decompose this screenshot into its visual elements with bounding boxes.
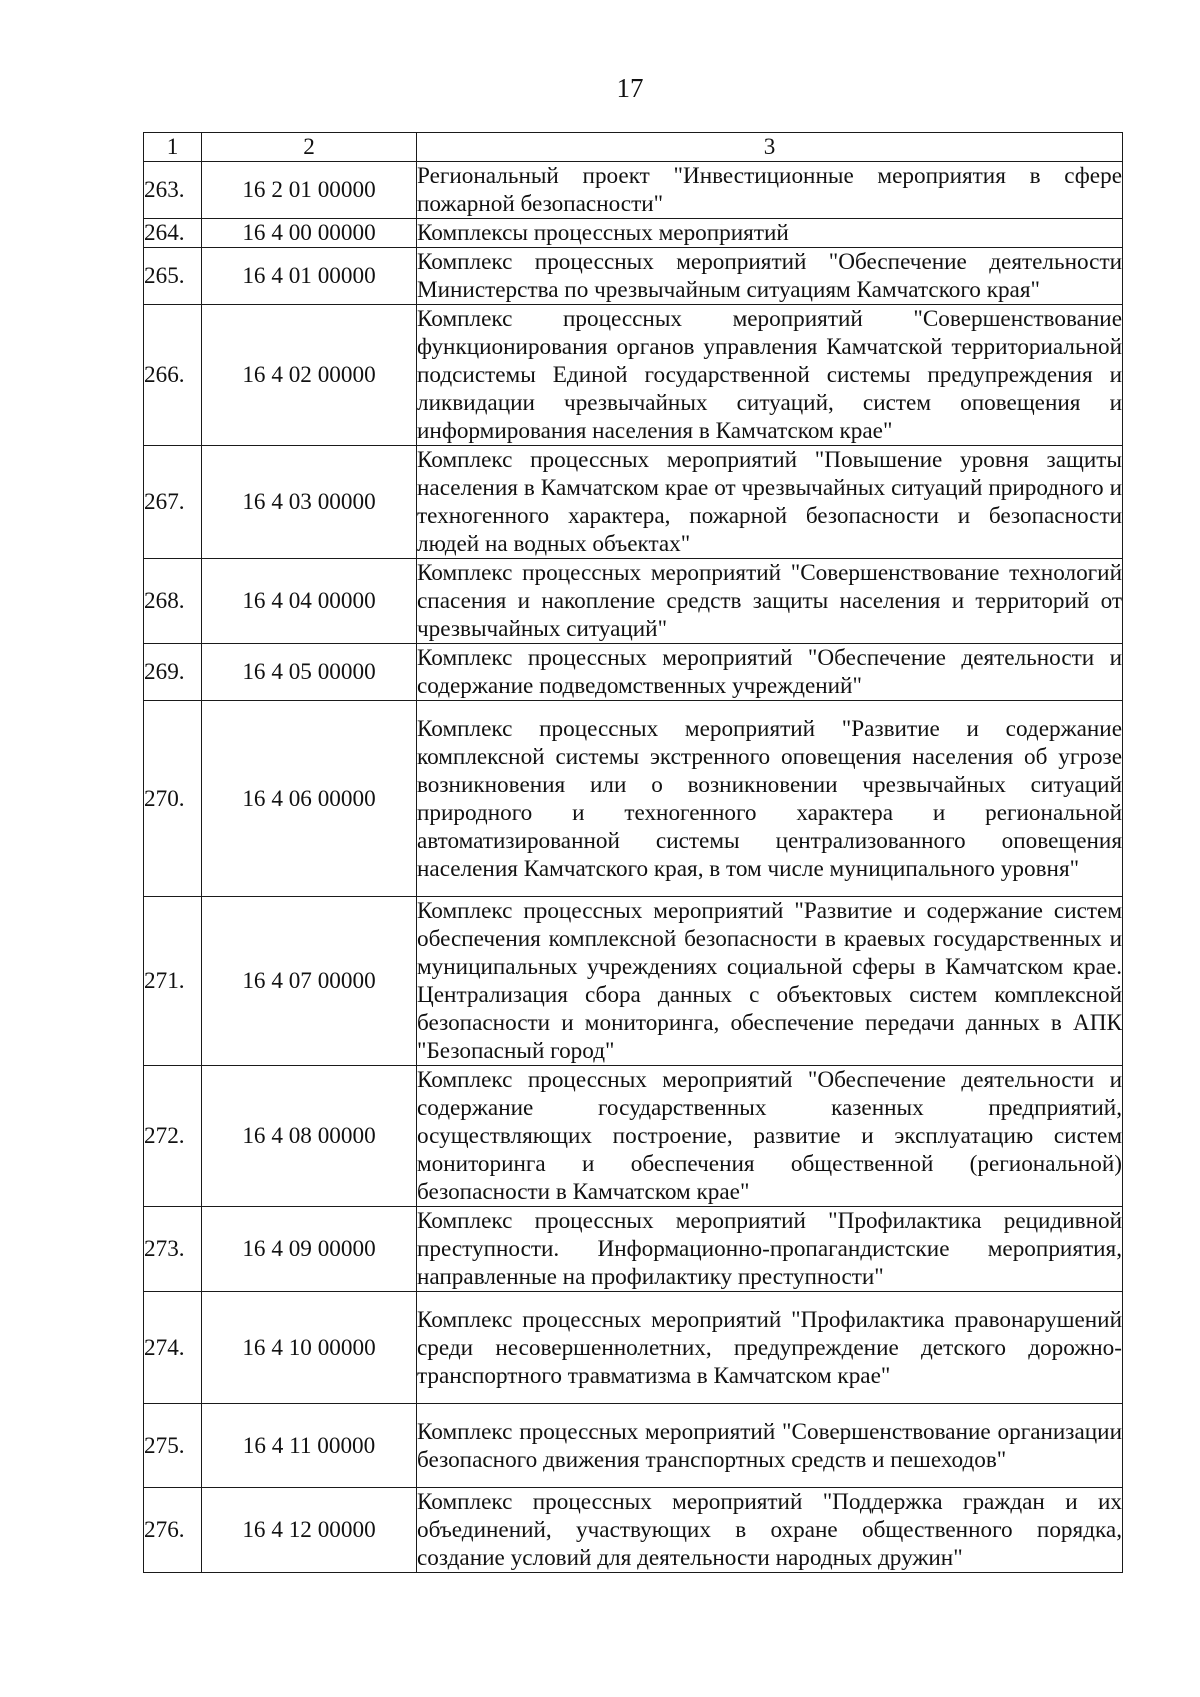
table-row [144,559,1123,644]
table-header-row [144,133,1123,162]
row-code: 16 4 07 00000 [202,897,417,1066]
row-number: 275. [144,1404,202,1488]
row-name: Комплекс процессных мероприятий "Обеспечение деятельности и содержание подведомственных учреждений" [417,645,1122,699]
row-number: 266. [144,305,202,446]
row-name: Комплекс процессных мероприятий "Обеспечение деятельности и содержание государственных казенных предприятий, осуществляющих построение, развитие и эксплуатацию систем мониторинга и обеспечения общественной (региональной) безопасности в Камчатском крае" [417,1067,1122,1205]
row-name: Комплекс процессных мероприятий "Профилактика рецидивной преступности. Информационно-пропагандистские мероприятия, направленные на профилактику преступности" [417,1208,1122,1290]
page-number: 17 [616,73,644,103]
row-number: 268. [144,559,202,644]
row-code: 16 4 06 00000 [202,701,417,897]
table-row [144,701,1123,897]
row-number: 272. [144,1066,202,1207]
row-number: 267. [144,446,202,559]
row-name: Региональный проект "Инвестиционные мероприятия в сфере пожарной безопасности" [417,163,1122,217]
table-row [144,162,1123,219]
row-code: 16 2 01 00000 [202,162,417,219]
row-name: Комплекс процессных мероприятий "Повышение уровня защиты населения в Камчатском крае от чрезвычайных ситуаций природного и техногенного характера, пожарной безопасности и безопасности людей на водных объектах" [417,447,1122,557]
table-row [144,1488,1123,1573]
row-code: 16 4 02 00000 [202,305,417,446]
row-name: Комплекс процессных мероприятий "Поддержка граждан и их объединений, участвующих в охране общественного порядка, создание условий для деятельности народных дружин" [417,1489,1122,1571]
row-code: 16 4 05 00000 [202,644,417,701]
row-number: 264. [144,219,202,248]
row-code: 16 4 01 00000 [202,248,417,305]
row-code: 16 4 11 00000 [202,1404,417,1488]
column-header-2: 2 [202,133,417,162]
row-code: 16 4 00 00000 [202,219,417,248]
table-row [144,248,1123,305]
row-name: Комплексы процессных мероприятий [417,219,1123,248]
column-header-1: 1 [144,133,202,162]
row-number: 270. [144,701,202,897]
row-number: 276. [144,1488,202,1573]
row-code: 16 4 03 00000 [202,446,417,559]
row-name: Комплекс процессных мероприятий "Профилактика правонарушений среди несовершеннолетних, предупреждение детского дорожно-транспортного травматизма в Камчатском крае" [417,1292,1123,1404]
row-number: 274. [144,1292,202,1404]
table-row [144,305,1123,446]
row-number: 271. [144,897,202,1066]
table-row [144,219,1123,248]
row-number: 273. [144,1207,202,1292]
column-header-3: 3 [417,133,1123,162]
row-name: Комплекс процессных мероприятий "Обеспечение деятельности Министерства по чрезвычайным ситуациям Камчатского края" [417,249,1122,303]
row-code: 16 4 12 00000 [202,1488,417,1573]
row-name: Комплекс процессных мероприятий "Совершенствование функционирования органов управления Камчатской территориальной подсистемы Единой государственной системы предупреждения и ликвидации чрезвычайных ситуаций, систем оповещения и информирования населения в Камчатском крае" [417,306,1122,444]
table-row [144,1207,1123,1292]
row-code: 16 4 09 00000 [202,1207,417,1292]
table-row [144,1292,1123,1404]
row-name: Комплекс процессных мероприятий "Развитие и содержание систем обеспечения комплексной безопасности в краевых государственных и муниципальных учреждениях социальной сферы в Камчатском крае. Централизация сбора данных с объектовых систем комплексной безопасности и мониторинга, обеспечение передачи данных в АПК "Безопасный город" [417,898,1122,1064]
table-row [144,644,1123,701]
classification-table [143,132,1123,1573]
table-row [144,897,1123,1066]
row-number: 265. [144,248,202,305]
row-code: 16 4 08 00000 [202,1066,417,1207]
row-name: Комплекс процессных мероприятий "Совершенствование технологий спасения и накопление средств защиты населения и территорий от чрезвычайных ситуаций" [417,560,1122,642]
table-row [144,1404,1123,1488]
row-name: Комплекс процессных мероприятий "Совершенствование организации безопасного движения транспортных средств и пешеходов" [417,1404,1123,1488]
table-row [144,1066,1123,1207]
row-number: 263. [144,162,202,219]
table-row [144,446,1123,559]
row-code: 16 4 04 00000 [202,559,417,644]
row-name: Комплекс процессных мероприятий "Развитие и содержание комплексной системы экстренного оповещения населения об угрозе возникновения или о возникновении чрезвычайных ситуаций природного и техногенного характера и региональной автоматизированной системы централизованного оповещения населения Камчатского края, в том числе муниципального уровня" [417,701,1123,897]
row-number: 269. [144,644,202,701]
row-code: 16 4 10 00000 [202,1292,417,1404]
